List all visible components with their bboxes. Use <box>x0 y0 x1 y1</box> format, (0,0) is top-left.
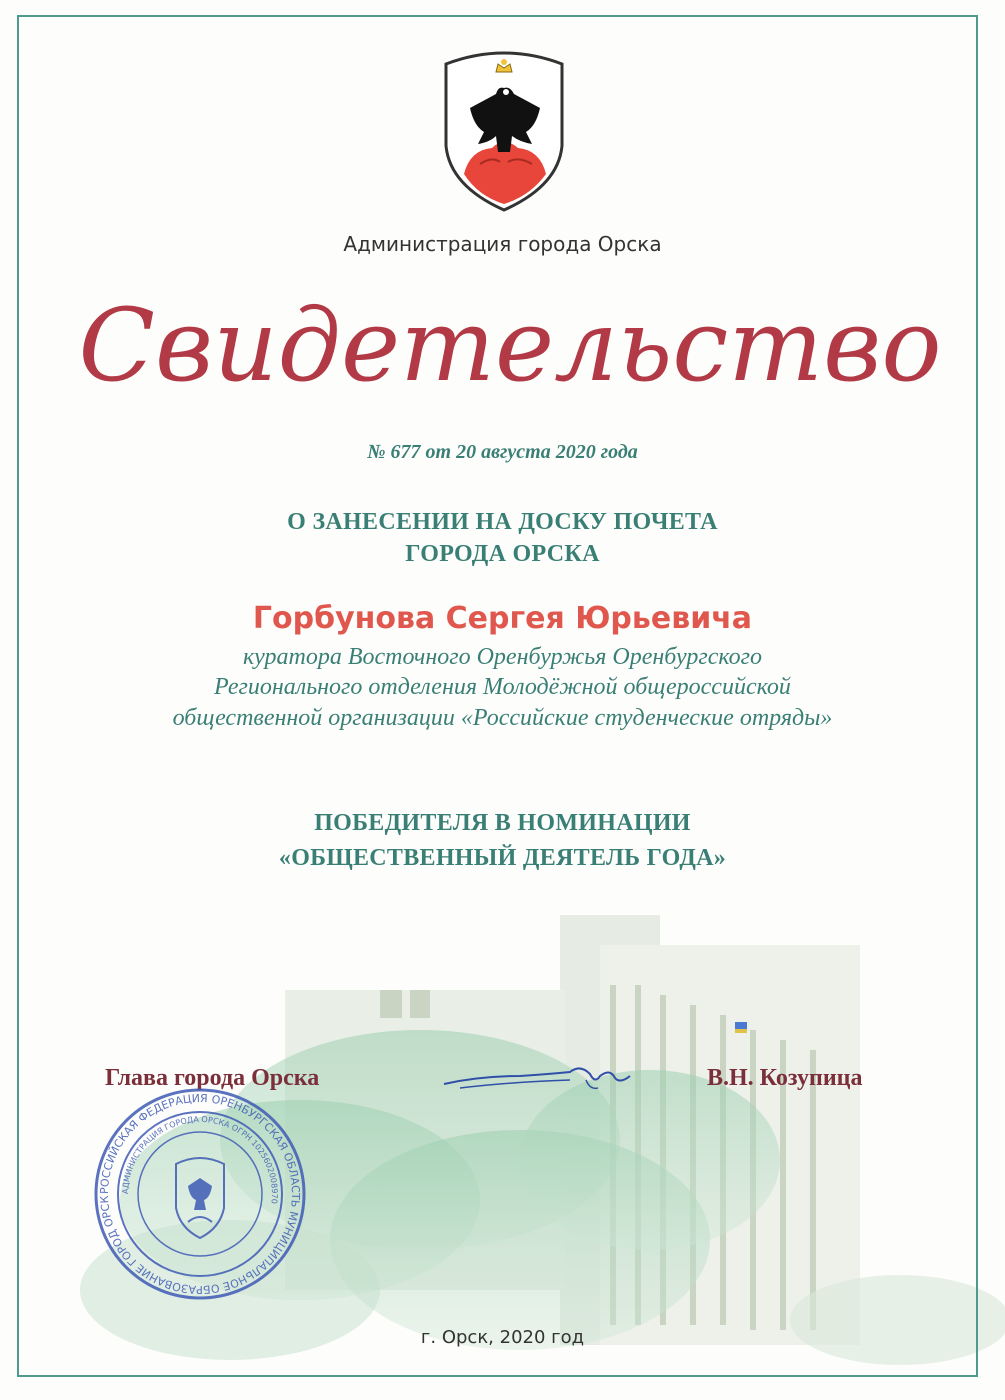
signatory-title: Глава города Орска <box>105 1065 320 1091</box>
recipient-position-line-3: общественной организации «Российские студенческие отряды» <box>172 705 833 731</box>
heading-line-1: О ЗАНЕСЕНИИ НА ДОСКУ ПОЧЕТА <box>287 509 718 535</box>
official-round-seal-icon <box>92 1086 308 1302</box>
svg-text:РОССИЙСКАЯ ФЕДЕРАЦИЯ ОРЕНБУРГС: РОССИЙСКАЯ ФЕДЕРАЦИЯ ОРЕНБУРГСКАЯ ОБЛАСТЬ МУНИЦИПАЛЬНОЕ ОБРАЗОВАНИЕ ГОРОД ОРСК <box>97 1091 303 1297</box>
nomination-line-2: «ОБЩЕСТВЕННЫЙ ДЕЯТЕЛЬ ГОДА» <box>278 845 727 871</box>
certificate-number: № 677 от 20 августа 2020 года <box>367 441 638 463</box>
orsk-coat-of-arms-eagle-icon <box>440 46 568 214</box>
nomination-line-1: ПОБЕДИТЕЛЯ В НОМИНАЦИИ <box>314 810 691 836</box>
heading-line-2: ГОРОДА ОРСКА <box>405 541 600 567</box>
recipient-name: Горбунова Сергея Юрьевича <box>252 601 753 636</box>
recipient-position-line-2: Регионального отделения Молодёжной общероссийской <box>214 674 791 700</box>
signatory-name: В.Н. Козупица <box>707 1065 863 1091</box>
footer-place-date: г. Орск, 2020 год <box>420 1327 585 1348</box>
title-text: Свидетельство <box>78 287 942 404</box>
svg-text:АДМИНИСТРАЦИЯ ГОРОДА ОРСКА ОГР: АДМИНИСТРАЦИЯ ГОРОДА ОРСКА ОГРН 1025602008970 <box>120 1114 280 1205</box>
recipient-position-line-1: куратора Восточного Оренбуржья Оренбургского <box>242 644 763 670</box>
handwritten-signature <box>440 1054 640 1102</box>
issuer-name: Администрация города Орска <box>343 232 662 256</box>
certificate-script-title <box>78 270 942 430</box>
